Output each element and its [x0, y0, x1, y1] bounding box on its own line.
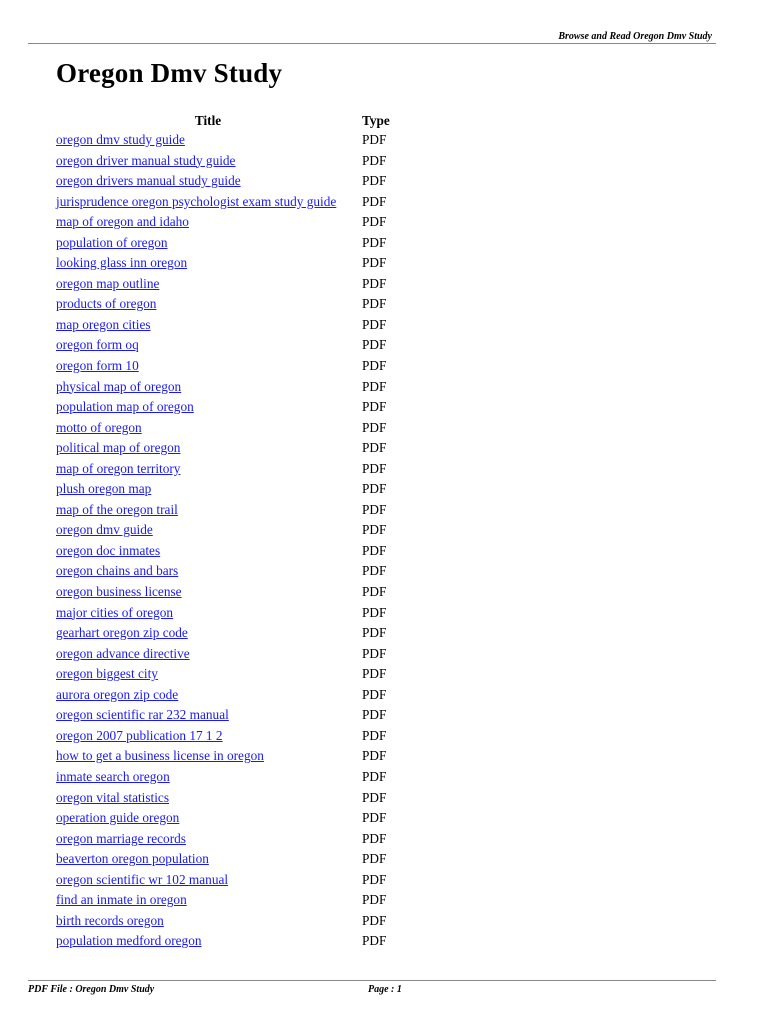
table-row	[56, 151, 390, 172]
title-cell	[56, 130, 360, 151]
footer-divider	[28, 980, 716, 981]
document-link[interactable]: oregon form oq	[56, 337, 139, 353]
table-row	[56, 479, 390, 500]
type-cell: PDF	[362, 399, 387, 415]
document-link[interactable]: map of oregon and idaho	[56, 214, 189, 230]
type-cell: PDF	[362, 214, 387, 230]
type-cell: PDF	[362, 152, 387, 168]
document-link[interactable]: oregon marriage records	[56, 830, 186, 846]
title-cell	[56, 212, 360, 233]
table-row	[56, 253, 390, 274]
table-row	[56, 500, 390, 521]
title-cell	[56, 726, 360, 747]
title-cell	[56, 294, 360, 315]
document-link[interactable]: population map of oregon	[56, 399, 194, 415]
table-row	[56, 335, 390, 356]
table-row	[56, 438, 390, 459]
title-cell	[56, 603, 360, 624]
title-cell	[56, 664, 360, 685]
document-link[interactable]: oregon driver manual study guide	[56, 152, 236, 168]
document-link[interactable]: oregon chains and bars	[56, 563, 179, 579]
title-cell	[56, 788, 360, 809]
document-link[interactable]: oregon advance directive	[56, 645, 190, 661]
type-cell: PDF	[362, 234, 387, 250]
document-link[interactable]: population of oregon	[56, 234, 168, 250]
table-row	[56, 829, 390, 850]
document-link[interactable]: beaverton oregon population	[56, 851, 209, 867]
table-row	[56, 377, 390, 398]
title-cell	[56, 767, 360, 788]
table-row	[56, 890, 390, 911]
type-cell: PDF	[362, 625, 387, 641]
type-cell: PDF	[362, 789, 387, 805]
document-link[interactable]: inmate search oregon	[56, 768, 170, 784]
type-cell: PDF	[362, 440, 387, 456]
document-link[interactable]: oregon biggest city	[56, 666, 158, 682]
title-cell	[56, 931, 360, 952]
type-cell: PDF	[362, 275, 387, 291]
document-link[interactable]: operation guide oregon	[56, 810, 180, 826]
title-cell	[56, 397, 360, 418]
title-cell	[56, 253, 360, 274]
table-row	[56, 274, 390, 295]
title-cell	[56, 315, 360, 336]
table-row	[56, 233, 390, 254]
document-link[interactable]: oregon drivers manual study guide	[56, 173, 241, 189]
type-cell: PDF	[362, 522, 387, 538]
table-row	[56, 849, 390, 870]
type-cell: PDF	[362, 378, 387, 394]
document-link[interactable]: looking glass inn oregon	[56, 255, 188, 271]
type-cell: PDF	[362, 481, 387, 497]
table-row	[56, 294, 390, 315]
title-cell	[56, 520, 360, 541]
table-row	[56, 130, 390, 151]
type-cell: PDF	[362, 193, 387, 209]
document-link[interactable]: oregon form 10	[56, 358, 139, 374]
page-title: Oregon Dmv Study	[56, 58, 283, 88]
type-cell: PDF	[362, 542, 387, 558]
table-row	[56, 623, 390, 644]
document-link[interactable]: oregon vital statistics	[56, 789, 170, 805]
title-cell	[56, 171, 360, 192]
table-row	[56, 931, 390, 952]
type-cell: PDF	[362, 604, 387, 620]
document-link[interactable]: oregon map outline	[56, 275, 160, 291]
title-cell	[56, 377, 360, 398]
document-link[interactable]: plush oregon map	[56, 481, 152, 497]
column-header-type: Type	[362, 113, 390, 128]
type-cell: PDF	[362, 748, 387, 764]
title-cell	[56, 623, 360, 644]
type-cell: PDF	[362, 563, 387, 579]
document-link[interactable]: physical map of oregon	[56, 378, 182, 394]
table-row	[56, 767, 390, 788]
document-link[interactable]: oregon dmv study guide	[56, 132, 185, 147]
table-row	[56, 520, 390, 541]
title-cell	[56, 911, 360, 932]
table-row	[56, 705, 390, 726]
table-row	[56, 418, 390, 439]
document-link[interactable]: political map of oregon	[56, 440, 181, 456]
type-cell: PDF	[362, 584, 387, 600]
table-row	[56, 746, 390, 767]
table-row	[56, 911, 390, 932]
table-body	[56, 130, 390, 952]
title-cell	[56, 808, 360, 829]
title-cell	[56, 746, 360, 767]
document-link[interactable]: oregon scientific wr 102 manual	[56, 871, 229, 887]
table-row	[56, 171, 390, 192]
title-cell	[56, 705, 360, 726]
type-cell: PDF	[362, 666, 387, 682]
type-cell: PDF	[362, 645, 387, 661]
table-row	[56, 397, 390, 418]
document-link[interactable]: how to get a business license in oregon	[56, 748, 264, 764]
title-cell	[56, 274, 360, 295]
document-link[interactable]: oregon dmv guide	[56, 522, 153, 538]
type-cell: PDF	[362, 173, 387, 189]
title-cell	[56, 829, 360, 850]
type-cell: PDF	[362, 830, 387, 846]
document-link[interactable]: find an inmate in oregon	[56, 892, 187, 908]
document-link[interactable]: map of the oregon trail	[56, 501, 178, 517]
title-cell	[56, 644, 360, 665]
type-cell: PDF	[362, 933, 387, 949]
title-cell	[56, 561, 360, 582]
type-cell: PDF	[362, 296, 387, 312]
table-row	[56, 541, 390, 562]
type-cell: PDF	[362, 727, 387, 743]
type-cell: PDF	[362, 132, 387, 147]
title-cell	[56, 418, 360, 439]
table-row	[56, 726, 390, 747]
title-cell	[56, 335, 360, 356]
type-cell: PDF	[362, 501, 387, 517]
document-link[interactable]: oregon doc inmates	[56, 542, 161, 558]
title-cell	[56, 500, 360, 521]
type-cell: PDF	[362, 419, 387, 435]
table-row	[56, 356, 390, 377]
title-cell	[56, 459, 360, 480]
type-cell: PDF	[362, 768, 387, 784]
type-cell: PDF	[362, 707, 387, 723]
document-link[interactable]: oregon business license	[56, 584, 182, 600]
document-link[interactable]: population medford oregon	[56, 933, 202, 949]
type-cell: PDF	[362, 892, 387, 908]
title-cell	[56, 438, 360, 459]
type-cell: PDF	[362, 810, 387, 826]
document-link[interactable]: aurora oregon zip code	[56, 686, 179, 702]
header-divider	[28, 43, 716, 44]
table-row	[56, 664, 390, 685]
type-cell: PDF	[362, 358, 387, 374]
type-cell: PDF	[362, 686, 387, 702]
table-row	[56, 212, 390, 233]
title-cell	[56, 870, 360, 891]
type-cell: PDF	[362, 851, 387, 867]
document-link[interactable]: jurisprudence oregon psychologist exam study guide	[56, 193, 337, 209]
table-row	[56, 808, 390, 829]
title-cell	[56, 192, 360, 213]
table-row	[56, 192, 390, 213]
table-row	[56, 788, 390, 809]
document-link[interactable]: map oregon cities	[56, 316, 151, 332]
type-cell: PDF	[362, 316, 387, 332]
type-cell: PDF	[362, 337, 387, 353]
type-cell: PDF	[362, 255, 387, 271]
document-link[interactable]: products of oregon	[56, 296, 157, 312]
footer-page-number: Page : 1	[368, 984, 402, 995]
document-link[interactable]: oregon 2007 publication 17 1 2	[56, 727, 223, 743]
type-cell: PDF	[362, 871, 387, 887]
title-cell	[56, 233, 360, 254]
footer-file-label: PDF File : Oregon Dmv Study	[28, 984, 155, 995]
table-row	[56, 685, 390, 706]
table-row	[56, 315, 390, 336]
type-cell: PDF	[362, 460, 387, 476]
document-link[interactable]: birth records oregon	[56, 912, 164, 928]
column-header-title: Title	[194, 113, 222, 128]
table-row	[56, 870, 390, 891]
table-header-row	[56, 111, 390, 130]
document-link[interactable]: motto of oregon	[56, 419, 142, 435]
table-row	[56, 582, 390, 603]
title-cell	[56, 541, 360, 562]
document-link[interactable]: map of oregon territory	[56, 460, 181, 476]
title-cell	[56, 890, 360, 911]
table-row	[56, 561, 390, 582]
document-link[interactable]: oregon scientific rar 232 manual	[56, 707, 229, 723]
table-row	[56, 644, 390, 665]
title-cell	[56, 356, 360, 377]
table-row	[56, 603, 390, 624]
table-row	[56, 459, 390, 480]
document-link[interactable]: major cities of oregon	[56, 604, 174, 620]
type-cell: PDF	[362, 912, 387, 928]
title-cell	[56, 151, 360, 172]
title-cell	[56, 849, 360, 870]
title-cell	[56, 479, 360, 500]
document-link[interactable]: gearhart oregon zip code	[56, 625, 188, 641]
page-header-text: Browse and Read Oregon Dmv Study	[558, 31, 712, 42]
document-table	[56, 111, 390, 952]
title-cell	[56, 582, 360, 603]
title-cell	[56, 685, 360, 706]
